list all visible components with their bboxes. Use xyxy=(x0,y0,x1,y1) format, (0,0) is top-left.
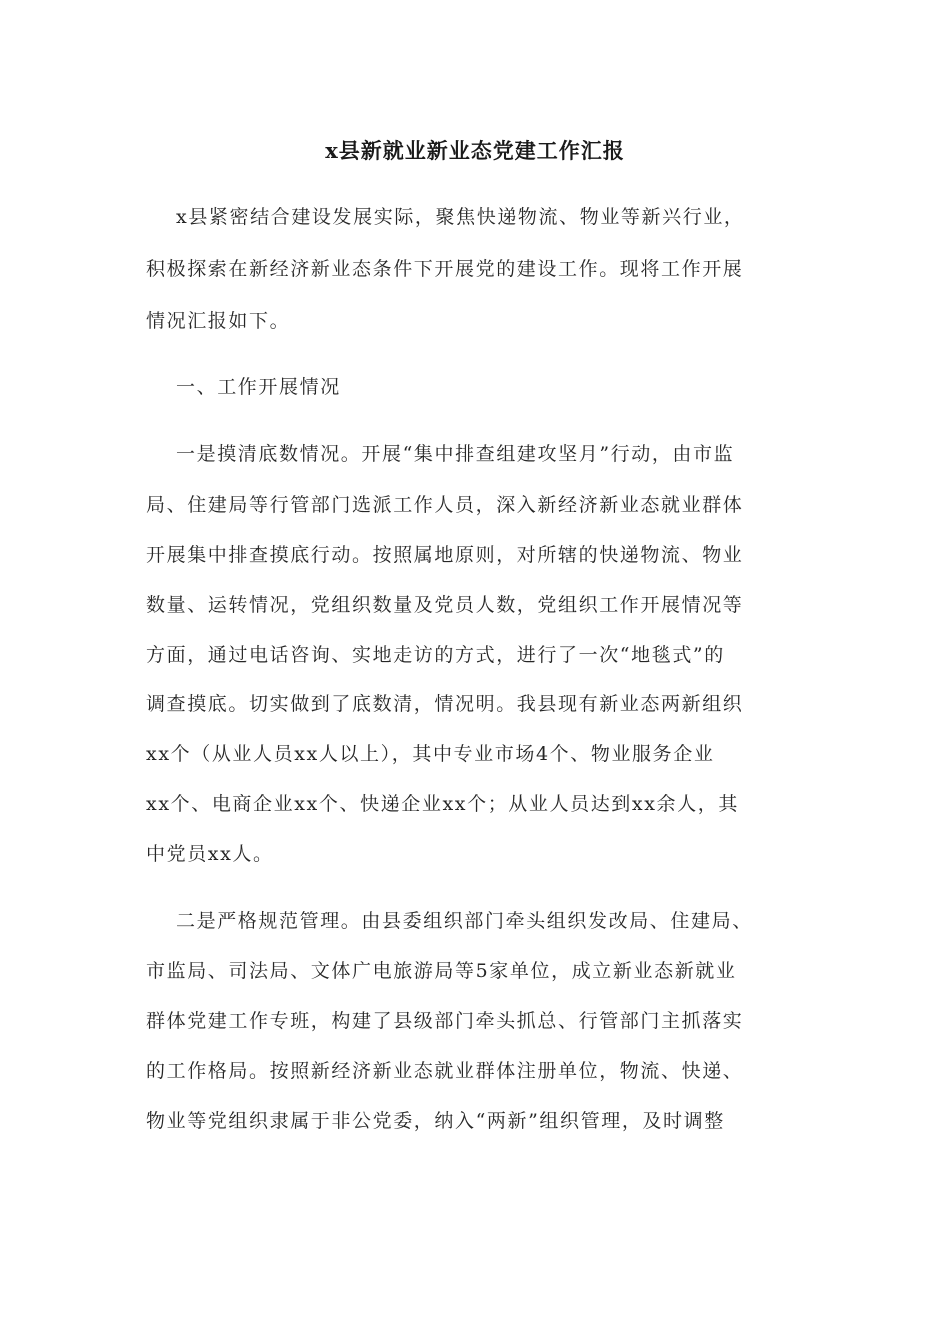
paragraph-line: 群体党建工作专班，构建了县级部门牵头抓总、行管部门主抓落实 xyxy=(146,1010,744,1032)
paragraph-line: xx个（从业人员xx人以上），其中专业市场4个、物业服务企业 xyxy=(146,743,715,765)
section-heading: 一、工作开展情况 xyxy=(176,376,341,398)
paragraph-line: 调查摸底。切实做到了底数清，情况明。我县现有新业态两新组织 xyxy=(146,693,744,715)
document-title: x县新就业新业态党建工作汇报 xyxy=(325,138,625,163)
paragraph-line: 一是摸清底数情况。开展“集中排查组建攻坚月”行动，由市监 xyxy=(176,443,735,465)
paragraph-line: xx个、电商企业xx个、快递企业xx个；从业人员达到xx余人，其 xyxy=(146,793,739,815)
paragraph-line: 物业等党组织隶属于非公党委，纳入“两新”组织管理，及时调整 xyxy=(146,1110,725,1132)
paragraph-line: 局、住建局等行管部门选派工作人员，深入新经济新业态就业群体 xyxy=(146,494,744,516)
paragraph-line: 中党员xx人。 xyxy=(146,843,274,865)
paragraph-line: 开展集中排查摸底行动。按照属地原则，对所辖的快递物流、物业 xyxy=(146,544,744,566)
paragraph-line: 二是严格规范管理。由县委组织部门牵头组织发改局、住建局、 xyxy=(176,910,753,932)
paragraph-line: 的工作格局。按照新经济新业态就业群体注册单位，物流、快递、 xyxy=(146,1060,744,1082)
paragraph-intro-line: 积极探索在新经济新业态条件下开展党的建设工作。现将工作开展 xyxy=(146,258,744,280)
paragraph-intro-line: 情况汇报如下。 xyxy=(146,310,291,332)
paragraph-line: 数量、运转情况，党组织数量及党员人数，党组织工作开展情况等 xyxy=(146,594,744,616)
paragraph-intro-line: x县紧密结合建设发展实际，聚焦快递物流、物业等新兴行业， xyxy=(176,206,745,228)
paragraph-line: 方面，通过电话咨询、实地走访的方式，进行了一次“地毯式”的 xyxy=(146,644,725,666)
paragraph-line: 市监局、司法局、文体广电旅游局等5家单位，成立新业态新就业 xyxy=(146,960,737,982)
